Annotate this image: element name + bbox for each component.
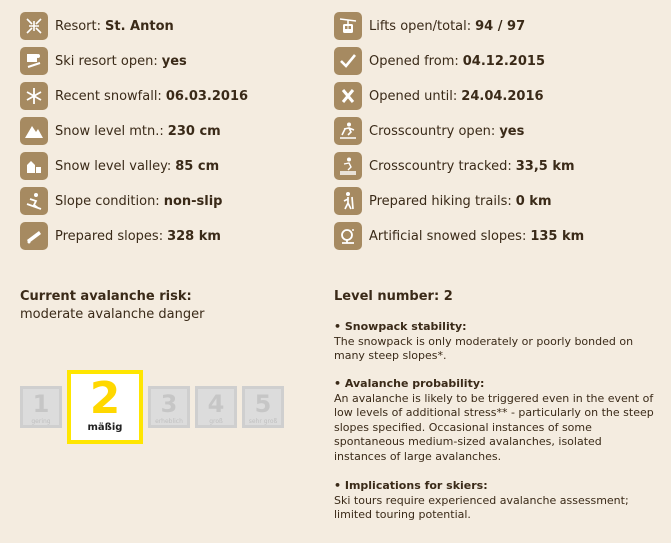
snowflake-icon bbox=[20, 82, 48, 110]
artificial-snow-label: Artificial snowed slopes: bbox=[369, 228, 527, 244]
ski-resort-open-icon bbox=[20, 47, 48, 75]
implications-heading: • Implications for skiers: bbox=[334, 479, 488, 492]
snow-cannon-icon bbox=[334, 222, 362, 250]
groomer-icon bbox=[20, 222, 48, 250]
info-row-ski-resort-open bbox=[20, 47, 320, 75]
slope-condition-label: Slope condition: bbox=[55, 193, 160, 209]
crosscountry-tracked-value: 33,5 km bbox=[515, 158, 575, 174]
avalanche-probability-heading: • Avalanche probability: bbox=[334, 377, 485, 390]
hiking-trails-label: Prepared hiking trails: bbox=[369, 193, 512, 209]
crosscountry-icon bbox=[334, 117, 362, 145]
snow-level-valley-label: Snow level valley: bbox=[55, 158, 172, 174]
resort-label: Resort: bbox=[55, 18, 101, 34]
level-number: 3 bbox=[160, 390, 178, 418]
opened-until-value: 24.04.2016 bbox=[461, 88, 544, 104]
level-text: mäßig bbox=[87, 422, 123, 433]
info-row-recent-snowfall bbox=[20, 82, 320, 110]
implications-block bbox=[334, 479, 654, 523]
recent-snowfall-label: Recent snowfall: bbox=[55, 88, 162, 104]
lifts-value: 94 / 97 bbox=[475, 18, 526, 34]
snow-level-valley-value: 85 cm bbox=[175, 158, 220, 174]
checkmark-icon bbox=[334, 47, 362, 75]
info-row-crosscountry-open bbox=[334, 117, 664, 145]
avalanche-scale bbox=[20, 370, 289, 444]
opened-from-label: Opened from: bbox=[369, 53, 459, 69]
ski-resort-open-label: Ski resort open: bbox=[55, 53, 158, 69]
info-row-lifts bbox=[334, 12, 664, 40]
info-row-snow-level-mtn bbox=[20, 117, 320, 145]
artificial-snow-value: 135 km bbox=[530, 228, 585, 244]
level-number: 5 bbox=[254, 390, 272, 418]
avalanche-risk-title: Current avalanche risk: bbox=[20, 289, 192, 304]
info-row-slope-condition bbox=[20, 187, 320, 215]
resort-value: St. Anton bbox=[105, 18, 174, 34]
right-info-column bbox=[334, 12, 664, 257]
snowpack-stability-block bbox=[334, 320, 654, 364]
info-row-crosscountry-tracked bbox=[334, 152, 664, 180]
info-row-snow-level-valley bbox=[20, 152, 320, 180]
info-row-resort bbox=[20, 12, 320, 40]
avalanche-level-3 bbox=[148, 386, 190, 428]
info-row-prepared-slopes bbox=[20, 222, 320, 250]
implications-text: Ski tours require experienced avalanche assessment; limited touring potential. bbox=[334, 493, 629, 521]
level-number-title: Level number: 2 bbox=[334, 289, 453, 304]
mountain-icon bbox=[20, 117, 48, 145]
crosscountry-tracked-icon bbox=[334, 152, 362, 180]
info-row-opened-from bbox=[334, 47, 664, 75]
level-number: 2 bbox=[89, 373, 121, 424]
prepared-slopes-value: 328 km bbox=[167, 228, 221, 244]
prepared-slopes-label: Prepared slopes: bbox=[55, 228, 164, 244]
avalanche-level-5 bbox=[242, 386, 284, 428]
crosscountry-open-label: Crosscountry open: bbox=[369, 123, 496, 139]
snow-level-mtn-value: 230 cm bbox=[167, 123, 221, 139]
info-row-artificial-snow bbox=[334, 222, 664, 250]
crosscountry-open-value: yes bbox=[499, 123, 525, 139]
hiker-icon bbox=[334, 187, 362, 215]
x-icon bbox=[334, 82, 362, 110]
valley-icon bbox=[20, 152, 48, 180]
info-row-opened-until bbox=[334, 82, 664, 110]
crosscountry-tracked-label: Crosscountry tracked: bbox=[369, 158, 512, 174]
opened-from-value: 04.12.2015 bbox=[462, 53, 545, 69]
snow-level-mtn-label: Snow level mtn.: bbox=[55, 123, 164, 139]
gondola-icon bbox=[334, 12, 362, 40]
snowpack-stability-text: The snowpack is only moderately or poorly bonded on many steep slopes*. bbox=[334, 334, 634, 362]
avalanche-risk-subtitle: moderate avalanche danger bbox=[20, 307, 205, 322]
level-text: gering bbox=[31, 418, 51, 425]
left-info-column bbox=[20, 12, 320, 257]
avalanche-probability-text: An avalanche is likely to be triggered even in the event of low levels of additional stress** - particularly on the steep slopes specified. Occasional instances of some spontaneous medium-sized avalanches, isolated instances of large avalanches. bbox=[334, 391, 654, 463]
level-number: 4 bbox=[207, 390, 225, 418]
resort-icon bbox=[20, 12, 48, 40]
opened-until-label: Opened until: bbox=[369, 88, 458, 104]
recent-snowfall-value: 06.03.2016 bbox=[165, 88, 249, 104]
level-text: erheblich bbox=[155, 418, 183, 425]
ski-resort-open-value: yes bbox=[161, 53, 187, 69]
avalanche-level-4 bbox=[195, 386, 237, 428]
lifts-label: Lifts open/total: bbox=[369, 18, 472, 34]
hiking-trails-value: 0 km bbox=[515, 193, 552, 209]
avalanche-probability-block bbox=[334, 377, 654, 464]
snowpack-stability-heading: • Snowpack stability: bbox=[334, 320, 467, 333]
level-text: sehr groß bbox=[248, 418, 278, 425]
slope-condition-value: non-slip bbox=[163, 193, 223, 209]
avalanche-level-1 bbox=[20, 386, 62, 428]
info-row-hiking-trails bbox=[334, 187, 664, 215]
level-text: groß bbox=[209, 418, 223, 425]
avalanche-level-2-active bbox=[67, 370, 143, 444]
level-number: 1 bbox=[32, 390, 50, 418]
skier-icon bbox=[20, 187, 48, 215]
